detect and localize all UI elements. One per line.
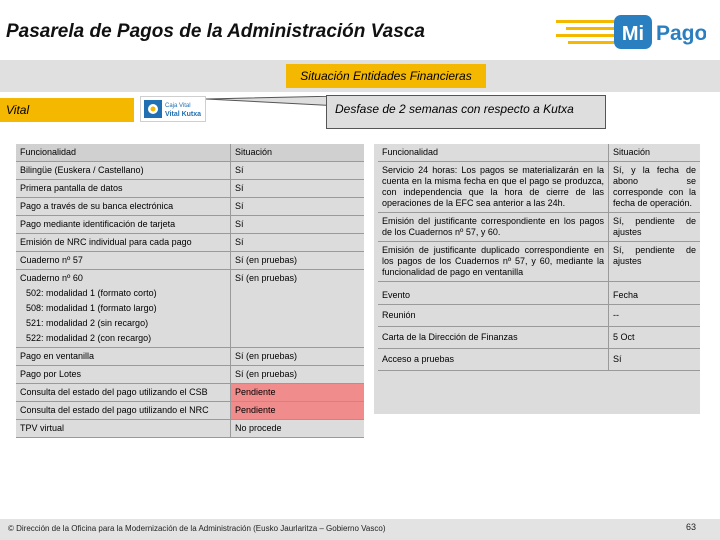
status-cell: Sí — [231, 198, 365, 216]
functionality-label: Pago en ventanilla — [20, 351, 95, 361]
table-row — [16, 384, 364, 402]
logo-line2-text: Vital Kutxa — [165, 111, 202, 118]
table-row — [16, 270, 364, 348]
status-cell: Sí, pendiente de ajustes — [609, 213, 701, 242]
callout-pointer — [200, 96, 340, 108]
table-row — [378, 242, 700, 282]
col-header-functionality: Funcionalidad — [378, 144, 609, 162]
mipago-logo — [614, 15, 706, 49]
functionality-cell: Emisión del justificante correspondiente en los pagos de los Cuadernos nº 57, y 60. — [378, 213, 609, 242]
table-row — [378, 213, 700, 242]
logo-stripes-icon — [556, 18, 616, 46]
status-cell: Sí — [231, 180, 365, 198]
functionality-cell — [16, 252, 231, 270]
logo-prefix-text: Mi — [621, 23, 645, 45]
table-row — [16, 402, 364, 420]
table-row — [16, 234, 364, 252]
status-cell: Sí (en pruebas) — [231, 270, 365, 348]
status-cell: Sí (en pruebas) — [231, 348, 365, 366]
status-cell: Pendiente — [231, 402, 365, 420]
functionality-cell — [16, 234, 231, 252]
functionality-cell: Servicio 24 horas: Los pagos se materializarán en la cuenta en la misma fecha en que el pago se produzca, con independencia que la hora de cierre de las operaciones de la EFC sea anterior a las 24h. — [378, 162, 609, 213]
col-header-status: Situación — [609, 144, 701, 162]
table-row — [16, 252, 364, 270]
date-cell: 5 Oct — [609, 327, 701, 349]
functionality-cell — [16, 366, 231, 384]
event-row — [378, 349, 700, 371]
functionality-cell — [16, 216, 231, 234]
event-cell: Acceso a pruebas — [378, 349, 609, 371]
status-cell: Sí — [231, 162, 365, 180]
functionality-cell — [16, 384, 231, 402]
table-row — [16, 366, 364, 384]
functionality-label: Emisión de NRC individual para cada pago — [20, 237, 192, 247]
functionality-cell — [16, 348, 231, 366]
functionality-label: Cuaderno nº 57 — [20, 255, 83, 265]
table-row — [378, 162, 700, 213]
functionality-label: Consulta del estado del pago utilizando el NRC — [20, 405, 209, 415]
page-number: 63 — [686, 522, 697, 532]
functionality-label: Bilingüe (Euskera / Castellano) — [20, 165, 144, 175]
status-cell: Sí, pendiente de ajustes — [609, 242, 701, 282]
event-row — [378, 327, 700, 349]
functionality-cell — [16, 270, 231, 348]
table-row — [16, 420, 364, 438]
col-header-status: Situación — [231, 144, 365, 162]
sub-item: 522: modalidad 2 (con recargo) — [26, 333, 152, 343]
table-row — [16, 162, 364, 180]
status-cell: Sí — [231, 234, 365, 252]
table-row — [16, 348, 364, 366]
status-cell: No procede — [231, 420, 365, 438]
status-cell: Sí (en pruebas) — [231, 366, 365, 384]
table-row — [16, 216, 364, 234]
sub-item: 521: modalidad 2 (sin recargo) — [26, 318, 149, 328]
sub-item: 508: modalidad 1 (formato largo) — [26, 303, 157, 313]
functionality-cell: Emisión de justificante duplicado correspondiente en los pagos de los Cuadernos nº 57, y 60, mediante la funcionalidad de pago en ventanilla — [378, 242, 609, 282]
functionality-label: Pago a través de su banca electrónica — [20, 201, 174, 211]
event-cell: Reunión — [378, 305, 609, 327]
status-cell: Pendiente — [231, 384, 365, 402]
table-row — [16, 198, 364, 216]
events-header-row — [378, 282, 700, 305]
event-row — [378, 305, 700, 327]
status-cell: Sí (en pruebas) — [231, 252, 365, 270]
status-cell: Sí — [231, 216, 365, 234]
status-cell: Sí, y la fecha de abono se corresponde con la fecha de operación. — [609, 162, 701, 213]
functionality-table — [16, 144, 364, 438]
table-header-row — [16, 144, 364, 162]
functionality-label: TPV virtual — [20, 423, 65, 433]
col-header-event: Evento — [378, 282, 609, 305]
col-header-functionality: Funcionalidad — [16, 144, 231, 162]
date-cell: -- — [609, 305, 701, 327]
service-table — [378, 144, 700, 371]
page-title: Pasarela de Pagos de la Administración Vasca — [6, 21, 425, 42]
functionality-cell — [16, 198, 231, 216]
functionality-label: Pago por Lotes — [20, 369, 82, 379]
functionality-label: Consulta del estado del pago utilizando el CSB — [20, 387, 208, 397]
functionality-label: Pago mediante identificación de tarjeta — [20, 219, 176, 229]
functionality-cell — [16, 402, 231, 420]
table-row — [16, 180, 364, 198]
event-cell: Carta de la Dirección de Finanzas — [378, 327, 609, 349]
functionality-cell — [16, 180, 231, 198]
subheader-label: Situación Entidades Financieras — [286, 64, 486, 88]
logo-suffix-text: Pago — [656, 22, 706, 45]
caja-vital-logo — [140, 96, 206, 122]
sub-item: 502: modalidad 1 (formato corto) — [26, 288, 157, 298]
entity-name: Vital — [0, 98, 134, 122]
logo-line1-text: Caja Vital — [165, 103, 191, 109]
date-cell: Sí — [609, 349, 701, 371]
callout-note: Desfase de 2 semanas con respecto a Kutxa — [326, 95, 606, 129]
functionality-cell — [16, 420, 231, 438]
functionality-label: Primera pantalla de datos — [20, 183, 123, 193]
footer-copyright: © Dirección de la Oficina para la Modernización de la Administración (Eusko Jaurlaritza – Gobierno Vasco) — [8, 524, 386, 533]
functionality-label: Cuaderno nº 60 — [20, 273, 83, 283]
col-header-date: Fecha — [609, 282, 701, 305]
table-header-row — [378, 144, 700, 162]
functionality-cell — [16, 162, 231, 180]
